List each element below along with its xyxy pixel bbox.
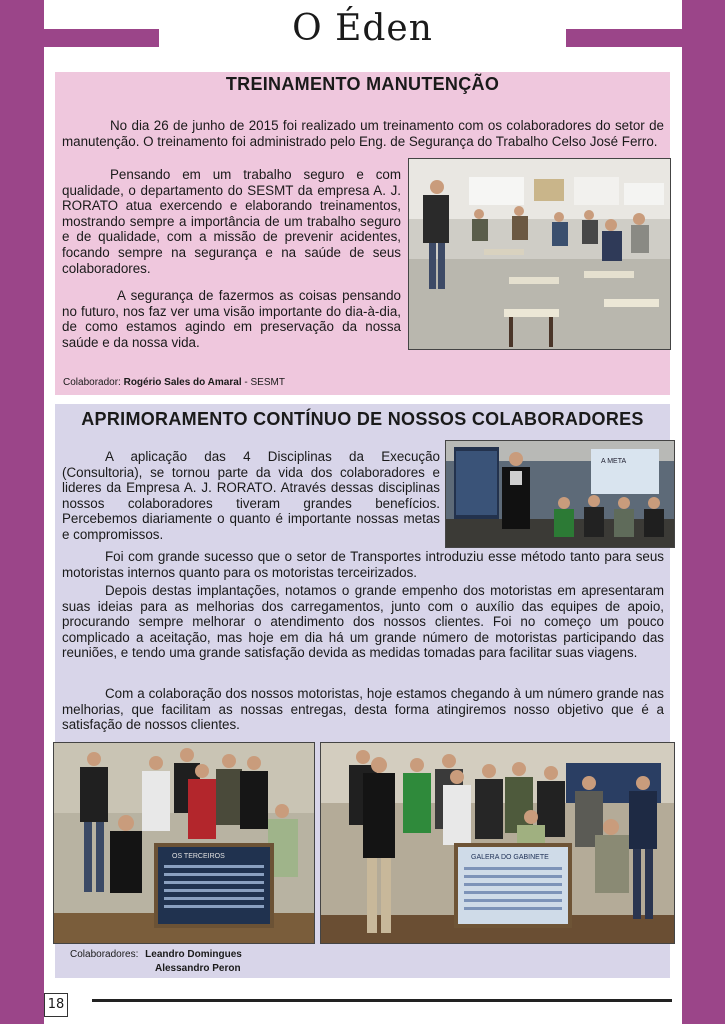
drivers-group-photo-right xyxy=(320,742,675,944)
meeting-photo xyxy=(445,440,675,548)
article2-heading: APRIMORAMENTO CONTÍNUO DE NOSSOS COLABORADORES xyxy=(81,409,644,429)
masthead-title: O Éden xyxy=(292,8,433,49)
article2-credit-name1: Leandro Domingues xyxy=(145,949,242,960)
article2-paragraph1: A aplicação das 4 Disciplinas da Execução (Consultoria), se tornou parte da vida dos colaboradores e lideres da Empresa A. J. RORATO. Através dessas disciplinas nossos colaboradores tiveram grandes benefícios. Percebemos diariamente o quanto é importante nossas metas e compromissos. xyxy=(62,449,440,542)
right-purple-border xyxy=(682,0,725,1024)
meta-board-label: A META xyxy=(601,458,627,465)
article1-paragraph1: No dia 26 de junho de 2015 foi realizado um treinamento com os colaboradores do setor de manutenção. O treinamento foi administrado pelo Eng. de Segurança do Trabalho Celso José Ferro. xyxy=(62,118,664,149)
article1-paragraph3: A segurança de fazermos as coisas pensando no futuro, nos faz ver uma visão importante do dia-à-dia, de como estamos agindo em preservação da nossa saúde e da nossa vida. xyxy=(62,288,401,350)
header-bar-right xyxy=(566,29,682,47)
left-purple-border xyxy=(0,0,44,1024)
board-os-terceiros-label: OS TERCEIROS xyxy=(172,853,225,860)
article2-paragraph3: Depois destas implantações, notamos o grande empenho dos motoristas em apresentaram suas ideias para as melhorias dos carregamentos, junto com o auxílio das equipes de apoio, procurando sempre melhorar o atendimento dos nossos clientes. Foi no começo um pouco complicado a aceitação, mas hoje em dia há um grande número de motoristas participando das reuniões, e tendo uma grande satisfação devida as medidas tomadas para facilitar suas viagens. xyxy=(62,583,664,661)
article1-credit-name: Rogério Sales do Amaral xyxy=(123,377,242,388)
article1-credit-role: - SESMT xyxy=(244,377,285,388)
article2-credit xyxy=(70,948,242,976)
article2-credit-name2: Alessandro Peron xyxy=(155,963,241,974)
article1-credit-label: Colaborador: xyxy=(63,377,121,388)
article2-credit-label: Colaboradores: xyxy=(70,949,139,960)
footer-rule xyxy=(92,999,672,1002)
page-number: 18 xyxy=(44,993,68,1017)
article2-paragraph2: Foi com grande sucesso que o setor de Transportes introduziu esse método tanto para seus motoristas internos quanto para os motoristas terceirizados. xyxy=(62,549,664,580)
header-bar-left xyxy=(44,29,159,47)
drivers-group-photo-left xyxy=(53,742,315,944)
board-galera-label: GALERA DO GABINETE xyxy=(471,854,549,861)
article1-paragraph2: Pensando em um trabalho seguro e com qualidade, o departamento do SESMT da empresa A. J. RORATO atua exercendo e elaborando treinamentos, mostrando sempre a importância de um trabalho seguro e de qualidade, com a missão de prevenir acidentes, focando sempre na segurança e na saúde de seus colaboradores. xyxy=(62,167,401,276)
article1-credit xyxy=(63,377,285,388)
article2-paragraph4: Com a colaboração dos nossos motoristas, hoje estamos chegando à um número grande nas melhorias, que facilitam as nossas entregas, desta forma atingiremos nosso objetivo que é a satisfação de nossos clientes. xyxy=(62,686,664,733)
training-photo xyxy=(408,158,671,350)
article1-heading: TREINAMENTO MANUTENÇÃO xyxy=(225,74,500,94)
